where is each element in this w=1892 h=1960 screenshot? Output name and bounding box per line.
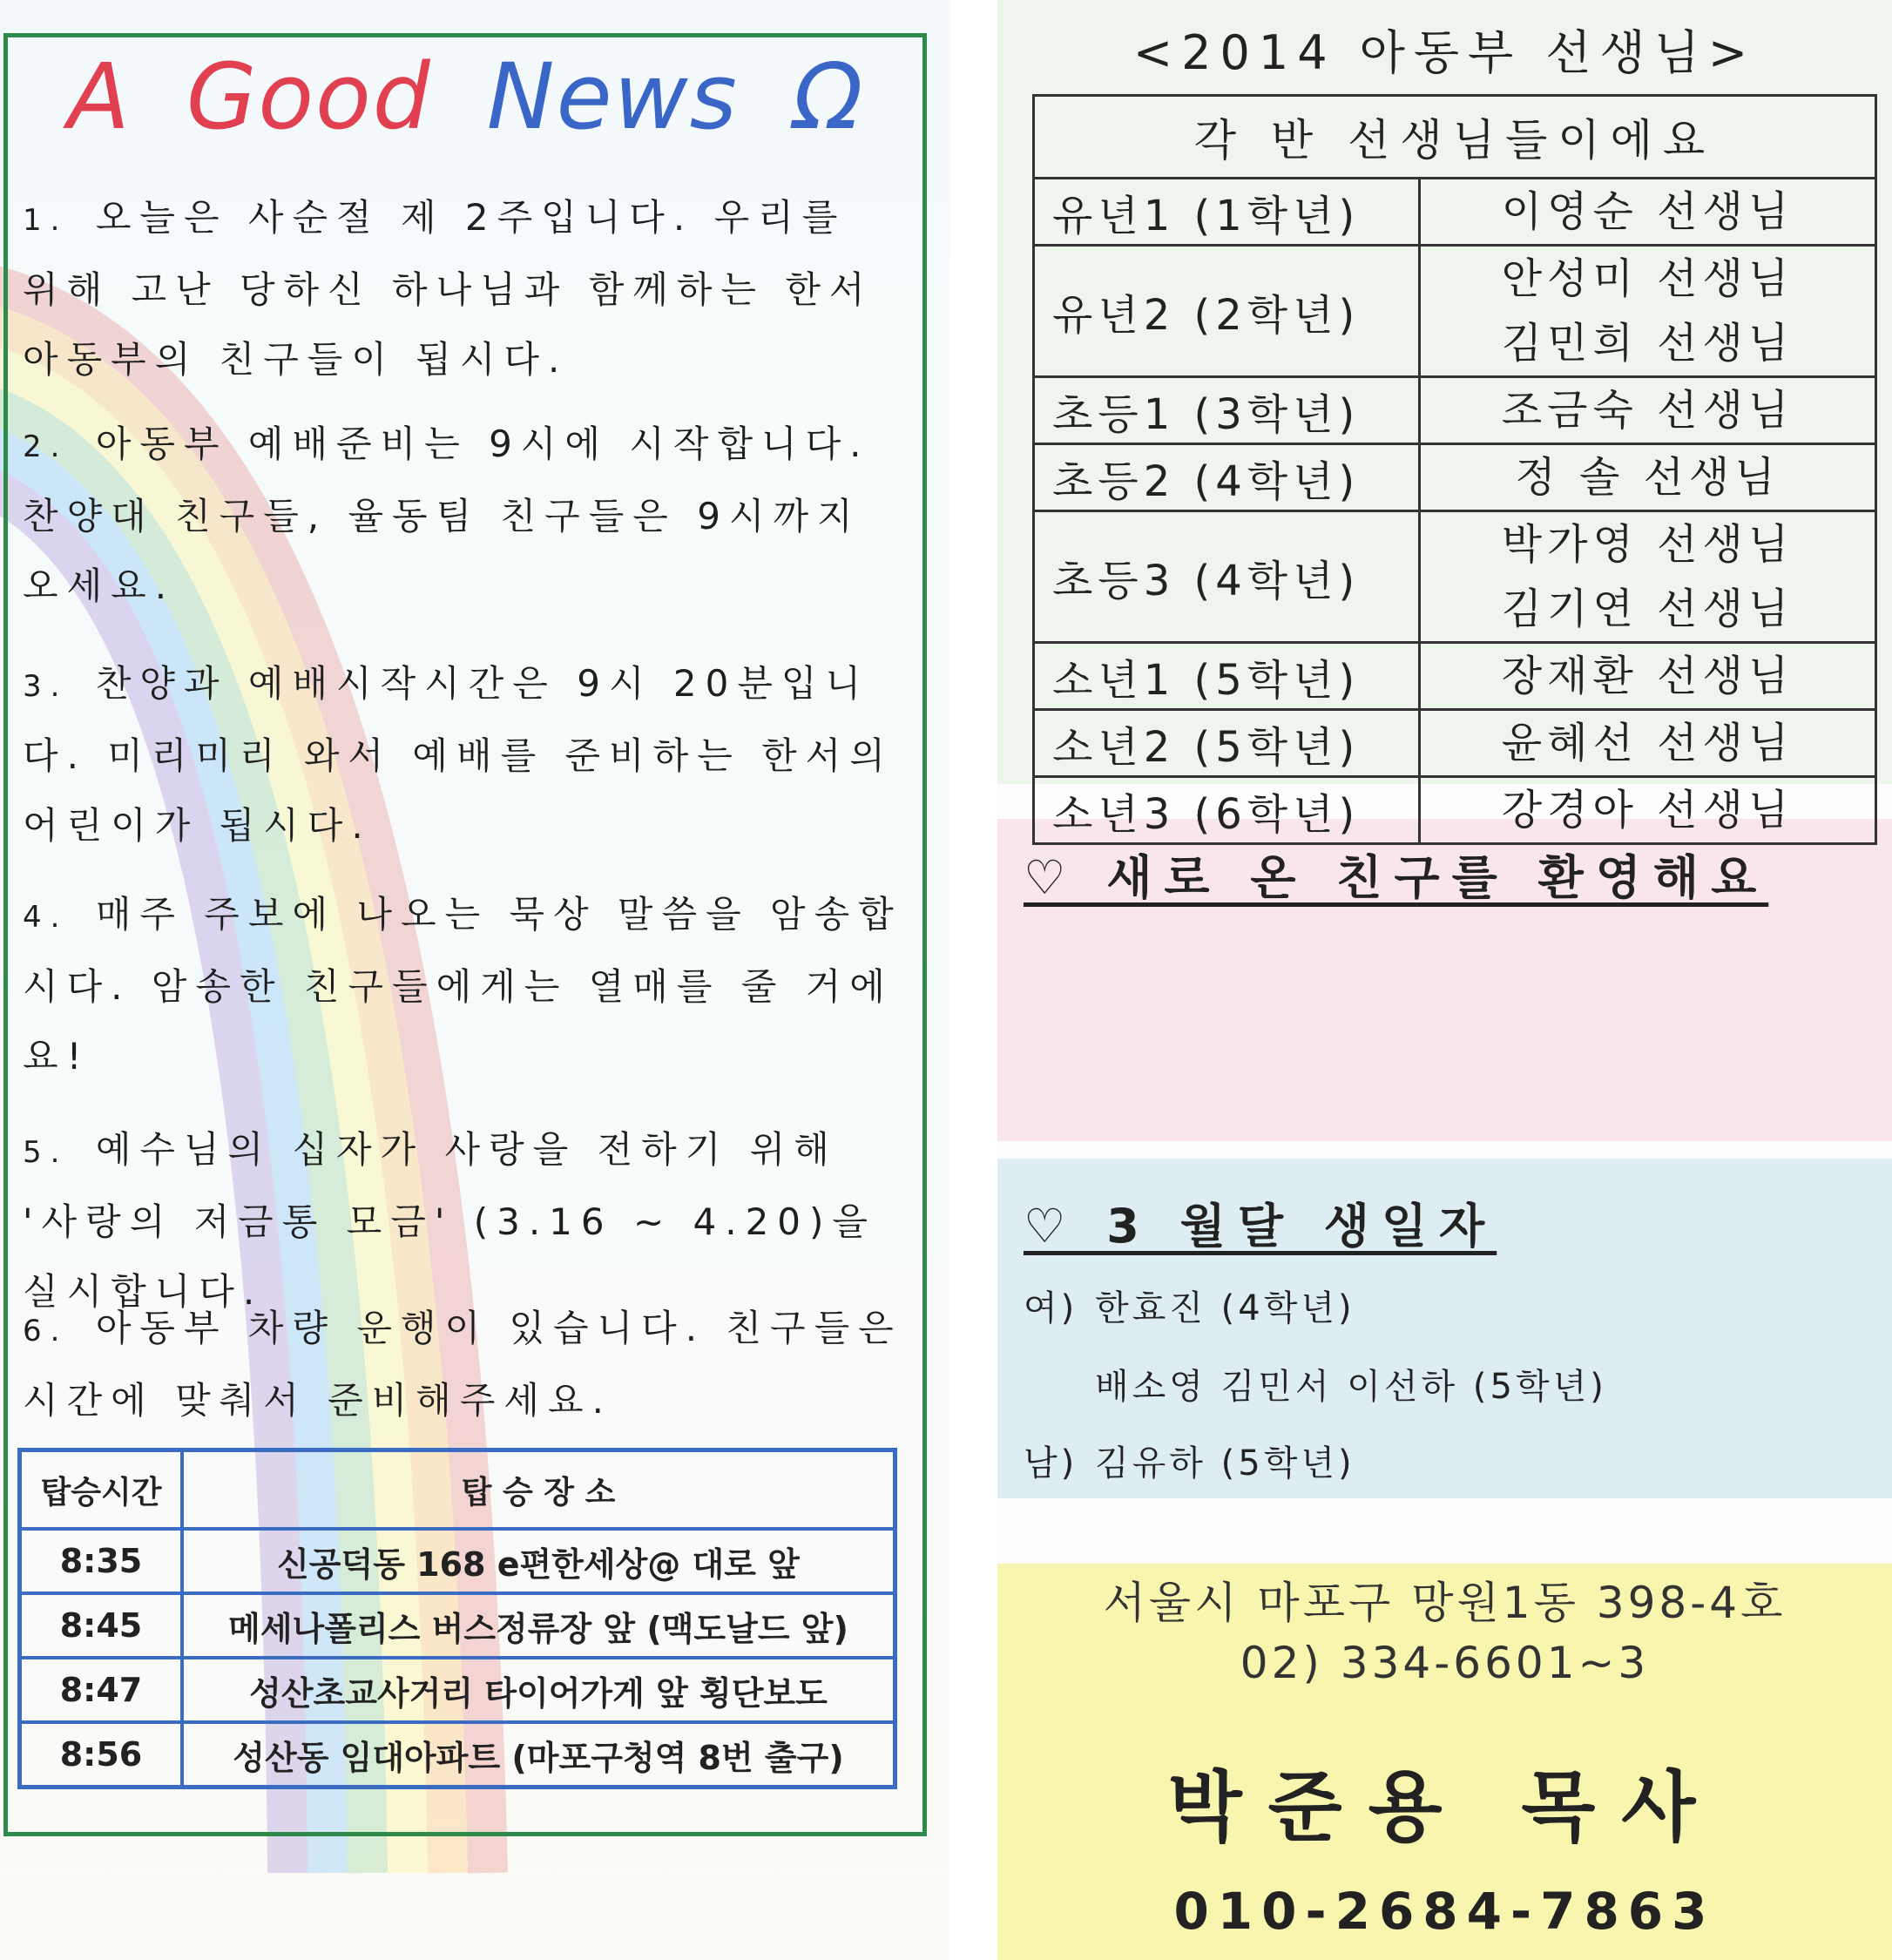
boarding-time: 8:35	[20, 1529, 183, 1593]
class-name: 소년3 (6학년)	[1034, 777, 1420, 844]
teacher-name: 윤혜선 선생님	[1501, 719, 1794, 767]
title-news: News	[486, 44, 739, 150]
teacher-names	[1420, 710, 1876, 777]
news-item-3	[23, 649, 902, 861]
right-page	[997, 0, 1892, 1960]
teacher-table-header-row	[1034, 96, 1876, 179]
table-row	[20, 1658, 895, 1722]
class-name: 유년1 (1학년)	[1034, 179, 1420, 246]
birthday-heading: ♡ 3 월달 생일자	[1024, 1199, 1497, 1254]
table-row	[1034, 643, 1876, 710]
teacher-names	[1420, 643, 1876, 710]
header-boarding-time: 탑승시간	[20, 1450, 183, 1530]
news-number: 5.	[23, 1135, 69, 1170]
teacher-table-header: 각 반 선생님들이에요	[1034, 96, 1876, 179]
teacher-name: 김민희 선생님	[1501, 319, 1794, 368]
boarding-place: 성산동 임대아파트 (마포구청역 8번 출구)	[182, 1722, 895, 1788]
news-item-4	[23, 880, 902, 1092]
church-phone: 02) 334-6601~3	[1240, 1638, 1650, 1688]
class-name: 초등3 (4학년)	[1034, 511, 1420, 643]
title-a: A	[67, 44, 132, 150]
teacher-names	[1420, 179, 1876, 246]
teacher-table	[1032, 94, 1877, 845]
birthday-boys-label: 남)	[1024, 1443, 1078, 1484]
news-number: 6.	[23, 1314, 69, 1348]
news-text: 예수님의 십자가 사랑을 전하기 위해 '사랑의 저금통 모금' (3.16 ~ 4.20)을 실시합니다.	[23, 1128, 876, 1313]
table-header-row	[20, 1450, 895, 1530]
birthday-girls-label: 여)	[1024, 1288, 1078, 1328]
table-row	[1034, 444, 1876, 511]
church-address: 서울시 마포구 망원1동 398-4호	[1103, 1578, 1787, 1628]
boarding-place: 성산초교사거리 타이어가게 앞 횡단보도	[182, 1658, 895, 1722]
table-row	[20, 1593, 895, 1658]
news-number: 3.	[23, 669, 69, 704]
boarding-time: 8:47	[20, 1658, 183, 1722]
table-row	[1034, 179, 1876, 246]
class-name: 유년2 (2학년)	[1034, 246, 1420, 377]
news-text: 아동부 예배준비는 9시에 시작합니다. 찬양대 친구들, 율동팀 친구들은 9시까지 오세요.	[23, 422, 870, 607]
table-row	[20, 1529, 895, 1593]
header-boarding-place: 탑 승 장 소	[182, 1450, 895, 1530]
news-item-2	[23, 409, 902, 621]
teacher-name: 이영순 선생님	[1501, 187, 1794, 236]
teacher-name: 안성미 선생님	[1501, 254, 1794, 303]
teacher-names	[1420, 444, 1876, 511]
news-text: 찬양과 예배시작시간은 9시 20분입니다. 미리미리 와서 예배를 준비하는 한서의 어린이가 됩시다.	[23, 662, 894, 847]
news-item-6	[23, 1294, 902, 1436]
news-text: 매주 주보에 나오는 묵상 말씀을 암송합시다. 암송한 친구들에게는 열매를 줄 거에요!	[23, 893, 902, 1078]
teacher-section-title: <2014 아동부 선생님>	[1132, 25, 1757, 80]
news-number: 1.	[23, 203, 69, 238]
teacher-names	[1420, 377, 1876, 444]
page-title	[0, 44, 932, 150]
class-name: 초등2 (4학년)	[1034, 444, 1420, 511]
boarding-place: 신공덕동 168 e편한세상@ 대로 앞	[182, 1529, 895, 1593]
teacher-names	[1420, 511, 1876, 643]
table-row	[1034, 710, 1876, 777]
teacher-name: 조금숙 선생님	[1501, 386, 1794, 435]
class-name: 초등1 (3학년)	[1034, 377, 1420, 444]
birthday-girls-line-1: 한효진 (4학년)	[1095, 1288, 1355, 1328]
birthday-boys-line: 김유하 (5학년)	[1095, 1443, 1355, 1484]
table-row	[1034, 246, 1876, 377]
table-row	[1034, 511, 1876, 643]
class-name: 소년1 (5학년)	[1034, 643, 1420, 710]
boarding-place: 메세나폴리스 버스정류장 앞 (맥도날드 앞)	[182, 1593, 895, 1658]
news-text: 오늘은 사순절 제 2주입니다. 우리를 위해 고난 당하신 하나님과 함께하는 한서 아동부의 친구들이 됩시다.	[23, 196, 874, 381]
teacher-name: 김기연 선생님	[1501, 585, 1794, 633]
table-row	[1034, 377, 1876, 444]
teacher-names	[1420, 246, 1876, 377]
title-omega: Ω	[793, 44, 865, 150]
bus-schedule-table	[17, 1448, 897, 1789]
boarding-time: 8:56	[20, 1722, 183, 1788]
teacher-name: 박가영 선생님	[1501, 520, 1794, 569]
boarding-time: 8:45	[20, 1593, 183, 1658]
table-row	[20, 1722, 895, 1788]
news-item-1	[23, 183, 902, 395]
birthday-girls-line-2: 배소영 김민서 이선하 (5학년)	[1095, 1367, 1607, 1407]
table-row	[1034, 777, 1876, 844]
news-number: 4.	[23, 900, 69, 935]
news-number: 2.	[23, 429, 69, 464]
pastor-phone: 010-2684-7863	[1173, 1882, 1716, 1941]
news-text: 아동부 차량 운행이 있습니다. 친구들은 시간에 맞춰서 준비해주세요.	[23, 1307, 902, 1422]
title-good: Good	[186, 44, 432, 150]
class-name: 소년2 (5학년)	[1034, 710, 1420, 777]
teacher-name: 강경아 선생님	[1501, 786, 1794, 835]
pastor-name: 박준용 목사	[1167, 1762, 1722, 1852]
teacher-name: 장재환 선생님	[1501, 652, 1794, 700]
teacher-names	[1420, 777, 1876, 844]
teacher-name: 정 솔 선생님	[1515, 453, 1781, 502]
welcome-heading: ♡ 새로 온 친구를 환영해요	[1024, 850, 1769, 905]
